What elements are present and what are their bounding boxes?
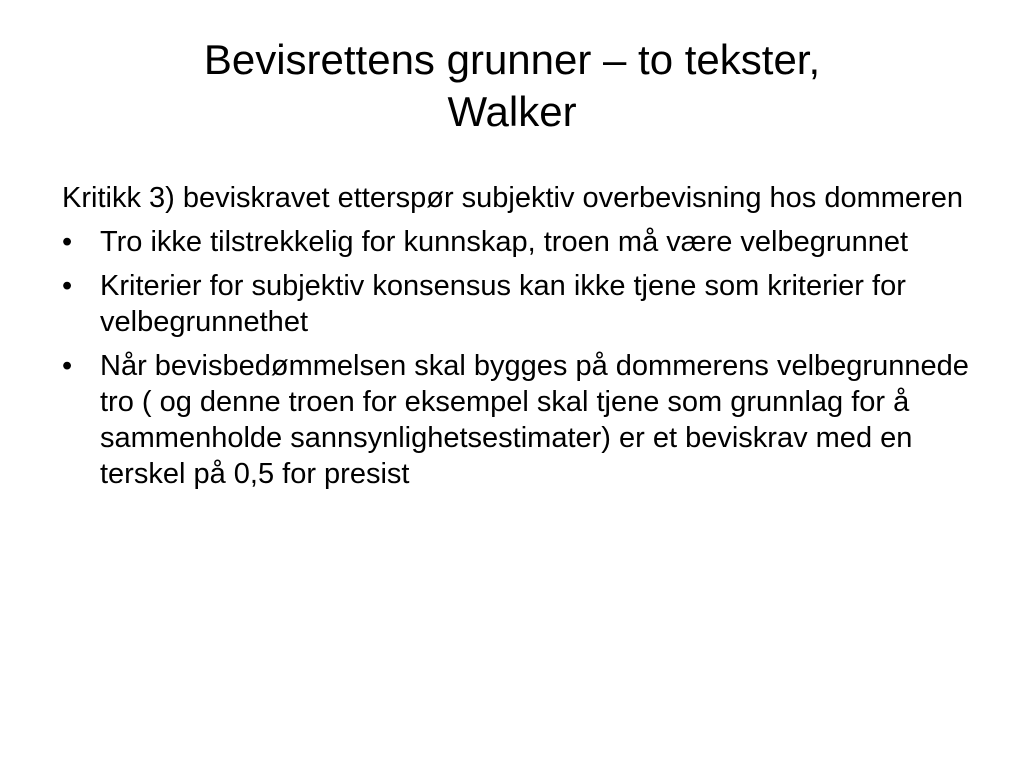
slide-body — [62, 180, 982, 500]
bullet-text: Når bevisbedømmelsen skal bygges på dommerens velbegrunnede tro ( og denne troen for eksempel skal tjene som grunnlag for å sammenholde sannsynlighetsestimater) er et beviskrav med en terskel på 0,5 for presist — [100, 350, 969, 490]
lead-paragraph: Kritikk 3) beviskravet etterspør subjektiv overbevisning hos dommeren — [62, 182, 963, 214]
bullet-item — [62, 268, 982, 340]
bullet-dot-icon: • — [62, 226, 73, 258]
bullet-dot-icon: • — [62, 350, 73, 382]
slide-title-line-2: Walker — [447, 88, 577, 135]
bullet-dot-icon: • — [62, 270, 73, 302]
slide-title-line-1: Bevisrettens grunner – to tekster, — [203, 36, 821, 83]
slide-title — [60, 34, 964, 138]
bullet-text: Tro ikke tilstrekkelig for kunnskap, troen må være velbegrunnet — [100, 226, 909, 258]
bullet-item — [62, 348, 982, 492]
bullet-item — [62, 224, 982, 260]
bullet-text: Kriterier for subjektiv konsensus kan ikke tjene som kriterier for velbegrunnethet — [100, 270, 906, 338]
bullet-list — [62, 224, 982, 492]
